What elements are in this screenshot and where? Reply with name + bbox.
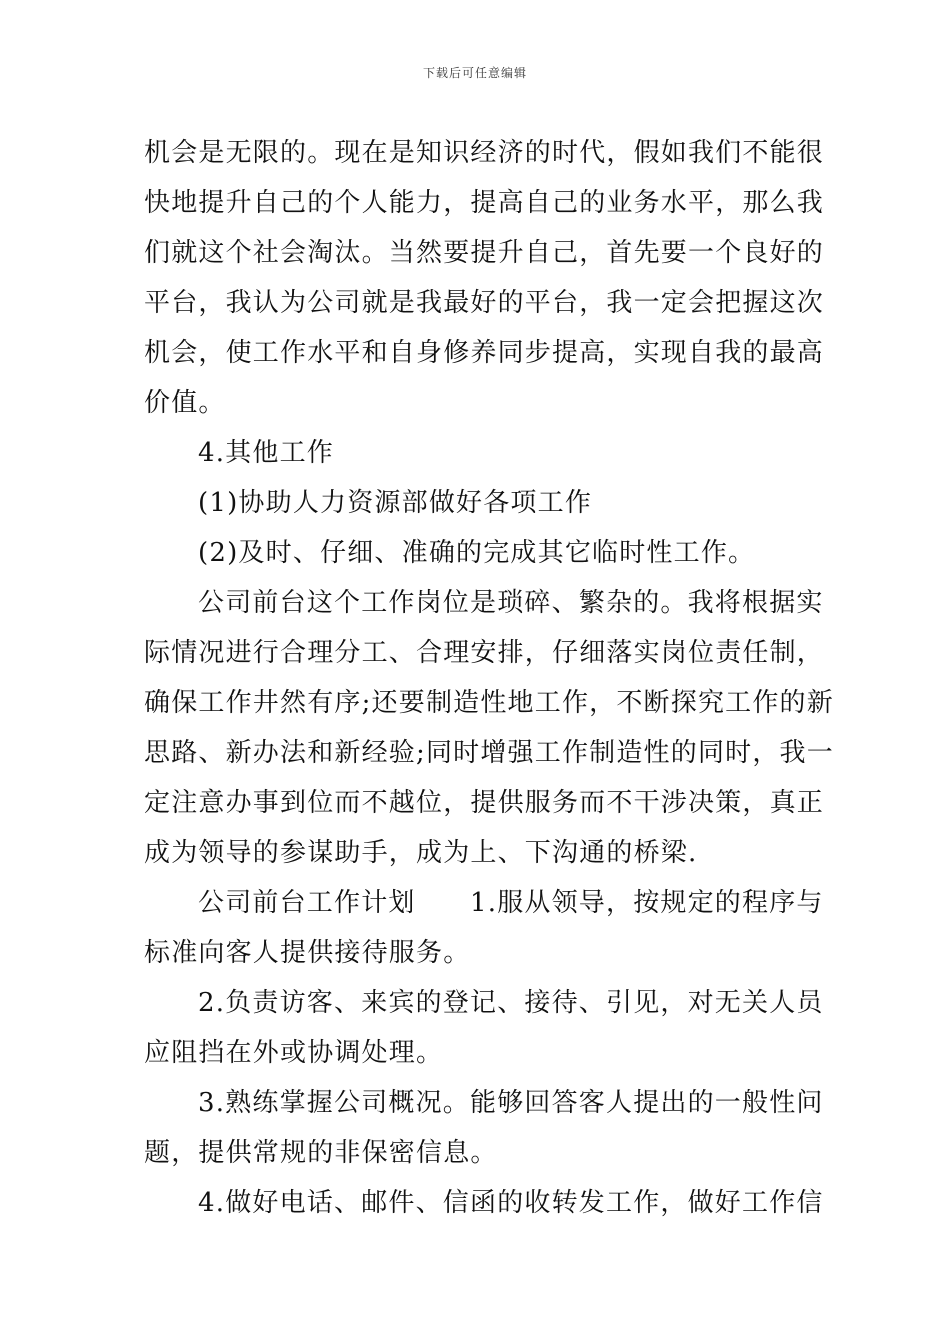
text-line: 公司前台工作计划 1.服从领导，按规定的程序与 — [198, 888, 824, 918]
text-line: 思路、新办法和新经验;同时增强工作制造性的同时，我一 — [144, 738, 834, 768]
text-line: 际情况进行合理分工、合理安排，仔细落实岗位责任制， — [144, 638, 825, 668]
document-body — [144, 128, 834, 1228]
text-line: 确保工作井然有序;还要制造性地工作，不断探究工作的新 — [144, 688, 834, 718]
text-line: 标准向客人提供接待服务。 — [144, 938, 471, 968]
text-line: 快地提升自己的个人能力，提高自己的业务水平，那么我 — [144, 188, 825, 218]
text-line: 价值。 — [144, 388, 226, 418]
text-line: 定注意办事到位而不越位，提供服务而不干涉决策，真正 — [144, 788, 825, 818]
text-line: 们就这个社会淘汰。当然要提升自己，首先要一个良好的 — [144, 238, 825, 268]
list-item: 3.熟练掌握公司概况。能够回答客人提出的一般性问 — [198, 1088, 824, 1118]
list-item: 4.做好电话、邮件、信函的收转发工作，做好工作信 — [198, 1188, 824, 1218]
text-line: 平台，我认为公司就是我最好的平台，我一定会把握这次 — [144, 288, 825, 318]
section-heading: 4.其他工作 — [198, 438, 335, 468]
list-item: 2.负责访客、来宾的登记、接待、引见，对无关人员 — [198, 988, 824, 1018]
text-line: 题，提供常规的非保密信息。 — [144, 1138, 498, 1168]
text-line: 应阻挡在外或协调处理。 — [144, 1038, 444, 1068]
text-line: 机会，使工作水平和自身修养同步提高，实现自我的最高 — [144, 338, 825, 368]
page-header: 下载后可任意编辑 — [422, 66, 527, 80]
text-line: 成为领导的参谋助手，成为上、下沟通的桥梁. — [144, 838, 698, 868]
list-item: (2)及时、仔细、准确的完成其它临时性工作。 — [198, 538, 756, 568]
text-line: 机会是无限的。现在是知识经济的时代，假如我们不能很 — [144, 138, 825, 168]
text-line: 公司前台这个工作岗位是琐碎、繁杂的。我将根据实 — [198, 588, 824, 618]
list-item: (1)协助人力资源部做好各项工作 — [198, 488, 593, 518]
